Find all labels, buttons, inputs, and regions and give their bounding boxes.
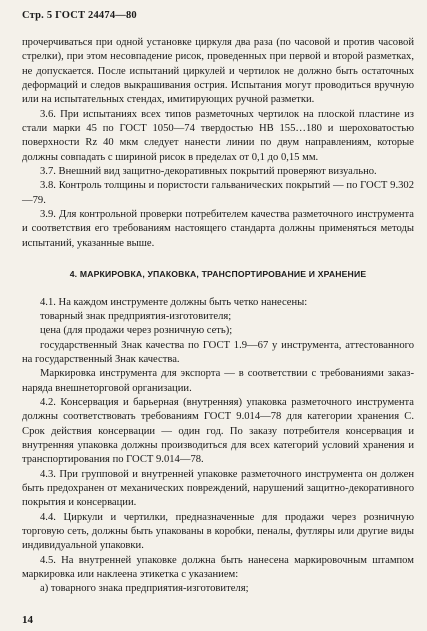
page-header: Стр. 5 ГОСТ 24474—80 [22,10,137,21]
page-number: 14 [22,614,33,626]
paragraph: 3.8. Контроль толщины и пористости гальванических покрытий — по ГОСТ 9.302—79. [22,180,414,206]
list-item: а) товарного знака предприятия-изготовителя; [40,583,249,595]
paragraph: 4.3. При групповой и внутренней упаковке разметочного инструмента он должен быть предохранен от механических повреждений, нарушений защитно-декоративного покрытия и консервации. [22,468,414,509]
paragraph: 3.6. При испытаниях всех типов разметочных чертилок на плоской пластине из стали марки 45 по ГОСТ 1050—74 твердостью НВ 155…180 и шероховатостью поверхности Rz 40 мкм следует нанести линии по двум направлениям, которые должны совпадать с шириной рисок в пределах от 0,1 до 0,15 мм. [22,108,414,163]
list-item: товарный знак предприятия-изготовителя; [40,310,232,322]
paragraph: 3.7. Внешний вид защитно-декоративных покрытий проверяют визуально. [40,166,377,178]
paragraph: 4.2. Консервация и барьерная (внутренняя) упаковка разметочного инструмента должны соответствовать требованиям ГОСТ 9.014—78 для категории хранения С. Срок действия консервации — один год. По заказу потребителя консервация и внутренняя упаковка должны производиться для всех категорий условий хранения и транспортирования по ГОСТ 9.014—78. [22,396,414,466]
paragraph: Маркировка инструмента для экспорта — в соответствии с требованиями заказ-наряда внешнеторговой организации. [22,368,414,394]
paragraph: 4.5. На внутренней упаковке должна быть нанесена маркировочным штампом маркировка или наклеена этикетка с указанием: [22,554,414,581]
paragraph: 3.9. Для контрольной проверки потребителем качества разметочного инструмента и соответствия его требованиям настоящего стандарта должны применяться методы испытаний, указанные выше. [22,209,414,249]
list-item: государственный Знак качества по ГОСТ 1.9—67 у инструмента, аттестованного на государственный Знак качества. [22,339,414,365]
paragraph: 4.4. Циркули и чертилки, предназначенные для продажи через розничную торговую сеть, должны быть упакованы в коробки, пеналы, футляры или другие виды индивидуальной упаковки. [22,511,414,552]
list-item: цена (для продажи через розничную сеть); [40,325,233,337]
paragraph: 4.1. На каждом инструменте должны быть четко нанесены: [40,296,308,308]
document-body [22,36,414,597]
paragraph: прочерчиваться при одной установке циркуля два раза (по часовой и против часовой стрелки), при этом несовпадение рисок, проведенных при первой и второй разметках, не допускается. После испытаний циркулей и чертилок не должно быть остаточных деформаций и следов выкрашивания острия. Испытания могут проводиться вручную или на испытательных стендах, имитирующих ручной разметки. [22,37,414,106]
section-title: 4. МАРКИРОВКА, УПАКОВКА, ТРАНСПОРТИРОВАНИЕ И ХРАНЕНИЕ [69,269,367,280]
